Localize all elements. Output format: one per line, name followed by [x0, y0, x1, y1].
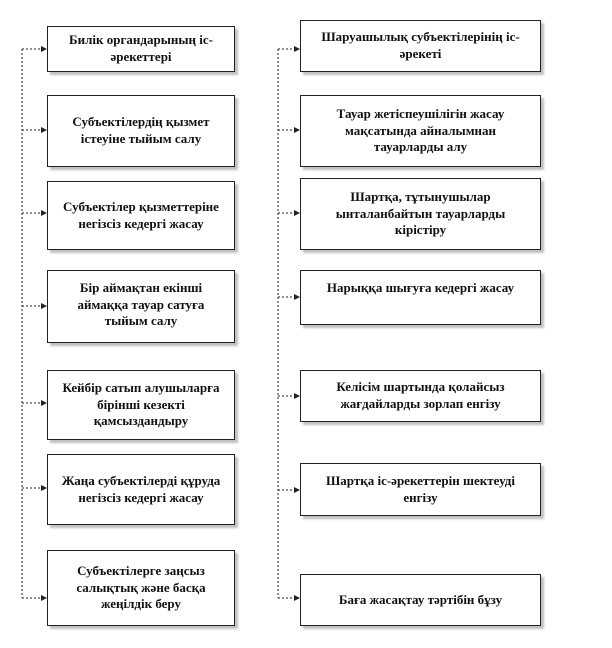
left-box-6	[47, 454, 235, 525]
left-box-5-label: Кейбір сатып алушыларға бірінші кезекті қамсыздандыру	[62, 380, 220, 429]
left-box-7	[47, 550, 235, 626]
right-box-4	[300, 270, 541, 325]
right-box-2	[300, 95, 541, 167]
right-box-1	[300, 20, 541, 72]
left-box-4	[47, 270, 235, 343]
left-box-5	[47, 370, 235, 440]
right-box-7	[300, 574, 541, 626]
left-box-1-label: Билік органдарының іс-әрекеттері	[69, 32, 213, 64]
left-box-4-label: Бір аймақтан екінші аймаққа тауар сатуға тыйым салу	[77, 280, 205, 329]
right-box-5	[300, 370, 541, 422]
right-box-4-label: Нарыққа шығуға кедергі жасау	[326, 280, 515, 295]
right-box-5-label: Келісім шартында қолайсыз жағдайларды зорлап енгізу	[336, 379, 505, 411]
left-box-2	[47, 95, 235, 167]
right-box-6-label: Шартқа іс-әрекеттерін шектеуді енгізу	[326, 472, 515, 505]
left-box-3-label: Субъектілер қызметтеріне негізсіз кедергі жасау	[63, 198, 219, 231]
left-box-7-label: Субъектілерге заңсыз салықтық және басқа жеңілдік беру	[76, 563, 206, 612]
left-box-1	[47, 26, 235, 72]
right-box-1-label: Шаруашылық субъектілерінің іс-әрекеті	[321, 29, 520, 61]
right-box-6	[300, 463, 541, 516]
right-box-2-label: Тауар жетіспеушілігін жасау мақсатында айналымнан тауарларды алу	[336, 106, 505, 155]
right-box-7-label: Баға жасақтау тәртібін бұзу	[338, 591, 503, 607]
left-box-2-label: Субъектілердің қызмет істеуіне тыйым салу	[72, 114, 210, 146]
right-box-3-label: Шартқа, тұтынушылар ынталанбайтын тауарларды кірістіру	[335, 189, 506, 238]
left-box-3	[47, 181, 235, 250]
right-box-3	[300, 178, 541, 250]
left-box-6-label: Жаңа субъектілерді құруда негізсіз кедергі жасау	[61, 472, 221, 505]
